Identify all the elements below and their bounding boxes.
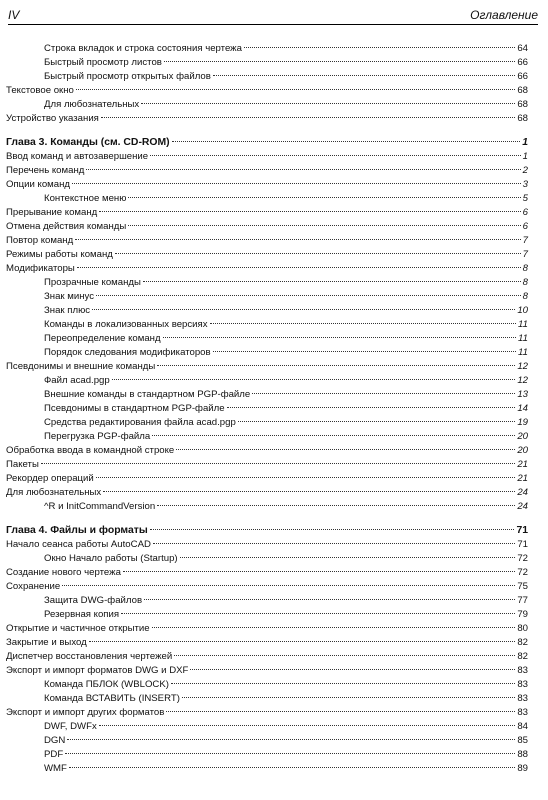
toc-entry-title: Порядок следования модификаторов — [44, 347, 211, 358]
toc-entry-page: 68 — [517, 99, 528, 110]
toc-entry — [6, 150, 528, 164]
dot-leader — [174, 655, 515, 656]
toc-entry-page: 11 — [518, 319, 528, 330]
toc-entry-title: WMF — [44, 763, 67, 774]
dot-leader — [163, 337, 516, 338]
toc-entry-title: Начало сеанса работы AutoCAD — [6, 539, 151, 550]
toc-entry — [6, 580, 528, 594]
toc-entry — [6, 374, 528, 388]
page-number-roman: IV — [8, 8, 20, 22]
dot-leader — [176, 449, 515, 450]
toc-entry-title: Глава 4. Файлы и форматы — [6, 525, 148, 536]
toc-entry-page: 7 — [522, 249, 528, 260]
toc-entry-page: 72 — [517, 567, 528, 578]
toc-entry-title: Закрытие и выход — [6, 637, 87, 648]
toc-entry — [6, 332, 528, 346]
toc-entry — [6, 472, 528, 486]
dot-leader — [69, 767, 515, 768]
toc-entry-page: 6 — [522, 207, 528, 218]
dot-leader — [152, 435, 515, 436]
toc-entry — [6, 692, 528, 706]
toc-entry-title: Команда ПБЛОК (WBLOCK) — [44, 679, 169, 690]
toc-entry-title: Обработка ввода в командной строке — [6, 445, 175, 456]
toc-entry-page: 79 — [517, 609, 528, 620]
dot-leader — [101, 117, 515, 118]
dot-leader — [96, 477, 516, 478]
toc-entry — [6, 206, 528, 220]
toc-entry — [6, 762, 528, 776]
dot-leader — [72, 183, 521, 184]
toc-entry — [6, 290, 528, 304]
toc-entry-title: Модификаторы — [6, 263, 75, 274]
toc-entry-page: 83 — [517, 707, 528, 718]
toc-entry — [6, 664, 528, 678]
toc-entry — [6, 262, 528, 276]
toc-entry — [6, 112, 528, 126]
toc-entry — [6, 164, 528, 178]
dot-leader — [164, 61, 515, 62]
toc-entry — [6, 594, 528, 608]
toc-entry — [6, 608, 528, 622]
toc-entry — [6, 304, 528, 318]
toc-entry-title: Переопределение команд — [44, 333, 161, 344]
toc-entry-page: 68 — [517, 85, 528, 96]
toc-entry — [6, 220, 528, 234]
toc-entry-title: Файл acad.pgp — [44, 375, 110, 386]
toc-entry-page: 82 — [517, 651, 528, 662]
toc-entry-title: Быстрый просмотр листов — [44, 57, 162, 68]
toc-entry-page: 8 — [522, 291, 528, 302]
toc-entry-page: 21 — [517, 473, 528, 484]
toc-entry-page: 84 — [517, 721, 528, 732]
toc-entry-title: Перечень команд — [6, 165, 85, 176]
toc-entry-page: 1 — [522, 137, 528, 148]
toc-entry-page: 80 — [517, 623, 528, 634]
toc-entry — [6, 346, 528, 360]
toc-entry-page: 71 — [516, 525, 528, 536]
toc-entry — [6, 650, 528, 664]
toc-entry — [6, 430, 528, 444]
toc-chapter-heading — [6, 136, 528, 150]
dot-leader — [99, 725, 516, 726]
toc-entry-title: Резервная копия — [44, 609, 120, 620]
toc-entry-title: Опции команд — [6, 179, 71, 190]
toc-entry-title: ^R и InitCommandVersion — [44, 501, 156, 512]
toc-entry — [6, 706, 528, 720]
toc-entry-page: 77 — [517, 595, 528, 606]
toc-entry — [6, 678, 528, 692]
dot-leader — [190, 669, 515, 670]
toc-entry-title: Для любознательных — [44, 99, 140, 110]
toc-entry — [6, 458, 528, 472]
toc-entry — [6, 748, 528, 762]
toc-entry-page: 5 — [522, 193, 528, 204]
toc-entry-title: DGN — [44, 735, 66, 746]
toc-entry-title: Псевдонимы в стандартном PGP-файле — [44, 403, 225, 414]
toc-entry-page: 12 — [517, 375, 528, 386]
table-of-contents — [6, 42, 528, 776]
dot-leader — [65, 753, 515, 754]
toc-entry-page: 85 — [517, 735, 528, 746]
toc-entry — [6, 84, 528, 98]
toc-entry — [6, 486, 528, 500]
toc-entry-page: 75 — [517, 581, 528, 592]
dot-leader — [157, 505, 515, 506]
toc-entry-page: 83 — [517, 693, 528, 704]
toc-entry-title: Прозрачные команды — [44, 277, 141, 288]
toc-entry — [6, 622, 528, 636]
dot-leader — [103, 491, 515, 492]
toc-entry — [6, 178, 528, 192]
toc-entry-title: Прерывание команд — [6, 207, 98, 218]
dot-leader — [182, 697, 515, 698]
dot-leader — [157, 365, 515, 366]
dot-leader — [77, 267, 521, 268]
toc-entry-page: 2 — [522, 165, 528, 176]
dot-leader — [166, 711, 515, 712]
toc-entry — [6, 402, 528, 416]
dot-leader — [210, 323, 517, 324]
toc-entry-title: Сохранение — [6, 581, 61, 592]
toc-entry-title: Команда ВСТАВИТЬ (INSERT) — [44, 693, 180, 704]
toc-entry-title: Создание нового чертежа — [6, 567, 121, 578]
toc-entry-page: 24 — [517, 501, 528, 512]
dot-leader — [115, 253, 521, 254]
dot-leader — [99, 211, 520, 212]
dot-leader — [252, 393, 515, 394]
toc-entry-title: Режимы работы команд — [6, 249, 113, 260]
toc-entry-title: Открытие и частичное открытие — [6, 623, 150, 634]
toc-entry-title: Диспетчер восстановления чертежей — [6, 651, 173, 662]
dot-leader — [41, 463, 515, 464]
dot-leader — [213, 351, 516, 352]
header-title: Оглавление — [470, 8, 538, 22]
toc-entry — [6, 318, 528, 332]
toc-entry — [6, 56, 528, 70]
dot-leader — [172, 141, 521, 142]
toc-entry — [6, 234, 528, 248]
toc-entry-page: 82 — [517, 637, 528, 648]
toc-entry — [6, 192, 528, 206]
toc-entry-page: 24 — [517, 487, 528, 498]
dot-leader — [86, 169, 520, 170]
toc-entry-title: Средства редактирования файла acad.pgp — [44, 417, 236, 428]
toc-entry-title: Для любознательных — [6, 487, 102, 498]
toc-entry-page: 66 — [517, 57, 528, 68]
dot-leader — [180, 557, 516, 558]
toc-entry-page: 12 — [517, 361, 528, 372]
toc-entry-title: PDF — [44, 749, 64, 760]
toc-entry-title: Текстовое окно — [6, 85, 74, 96]
toc-entry-title: Пакеты — [6, 459, 39, 470]
toc-entry-title: Повтор команд — [6, 235, 74, 246]
toc-entry — [6, 70, 528, 84]
dot-leader — [152, 627, 516, 628]
toc-entry — [6, 388, 528, 402]
toc-entry-title: Знак плюс — [44, 305, 91, 316]
dot-leader — [67, 739, 515, 740]
toc-entry-page: 6 — [522, 221, 528, 232]
dot-leader — [213, 75, 515, 76]
toc-entry-page: 11 — [518, 347, 528, 358]
toc-entry-title: Защита DWG-файлов — [44, 595, 143, 606]
toc-entry-page: 13 — [517, 389, 528, 400]
toc-entry-title: Знак минус — [44, 291, 95, 302]
toc-entry-page: 1 — [522, 151, 528, 162]
toc-entry-title: Внешние команды в стандартном PGP-файле — [44, 389, 251, 400]
toc-entry — [6, 720, 528, 734]
toc-entry — [6, 444, 528, 458]
toc-entry-title: Устройство указания — [6, 113, 99, 124]
dot-leader — [227, 407, 516, 408]
dot-leader — [123, 571, 515, 572]
dot-leader — [89, 641, 516, 642]
toc-entry — [6, 734, 528, 748]
toc-entry — [6, 552, 528, 566]
toc-entry-page: 10 — [517, 305, 528, 316]
toc-entry-page: 20 — [517, 431, 528, 442]
section-gap — [6, 514, 528, 524]
toc-entry-page: 8 — [522, 277, 528, 288]
toc-entry-title: Перегрузка PGP-файла — [44, 431, 151, 442]
dot-leader — [150, 155, 521, 156]
toc-entry-title: DWF, DWFx — [44, 721, 97, 732]
dot-leader — [150, 529, 515, 530]
toc-entry-title: Рекордер операций — [6, 473, 94, 484]
toc-entry-page: 11 — [518, 333, 528, 344]
toc-entry-page: 3 — [522, 179, 528, 190]
toc-entry-page: 83 — [517, 679, 528, 690]
toc-entry — [6, 416, 528, 430]
dot-leader — [128, 225, 520, 226]
dot-leader — [143, 281, 521, 282]
toc-entry — [6, 538, 528, 552]
toc-entry-page: 88 — [517, 749, 528, 760]
toc-entry-page: 72 — [517, 553, 528, 564]
toc-entry-title: Глава 3. Команды (см. CD-ROM) — [6, 137, 170, 148]
toc-entry — [6, 42, 528, 56]
dot-leader — [171, 683, 515, 684]
toc-entry-title: Окно Начало работы (Startup) — [44, 553, 178, 564]
toc-entry — [6, 248, 528, 262]
toc-entry-page: 71 — [517, 539, 528, 550]
toc-entry-page: 83 — [517, 665, 528, 676]
toc-entry-title: Строка вкладок и строка состояния чертежа — [44, 43, 242, 54]
toc-entry-title: Контекстное меню — [44, 193, 127, 204]
dot-leader — [144, 599, 515, 600]
dot-leader — [112, 379, 516, 380]
toc-entry-title: Псевдонимы и внешние команды — [6, 361, 156, 372]
dot-leader — [75, 239, 520, 240]
toc-entry-page: 21 — [517, 459, 528, 470]
toc-entry-page: 66 — [517, 71, 528, 82]
toc-entry-page: 7 — [522, 235, 528, 246]
toc-entry-title: Команды в локализованных версиях — [44, 319, 208, 330]
toc-chapter-heading — [6, 524, 528, 538]
dot-leader — [62, 585, 515, 586]
dot-leader — [96, 295, 521, 296]
dot-leader — [238, 421, 516, 422]
dot-leader — [92, 309, 515, 310]
toc-entry — [6, 566, 528, 580]
toc-entry-page: 89 — [517, 763, 528, 774]
toc-entry-page: 20 — [517, 445, 528, 456]
toc-entry-page: 19 — [517, 417, 528, 428]
toc-entry-title: Ввод команд и автозавершение — [6, 151, 149, 162]
section-gap — [6, 126, 528, 136]
toc-entry-title: Экспорт и импорт других форматов — [6, 707, 165, 718]
running-header — [8, 6, 538, 25]
toc-entry-page: 8 — [522, 263, 528, 274]
dot-leader — [141, 103, 515, 104]
toc-entry — [6, 500, 528, 514]
toc-entry — [6, 360, 528, 374]
dot-leader — [128, 197, 520, 198]
toc-entry-page: 64 — [517, 43, 528, 54]
dot-leader — [76, 89, 515, 90]
toc-entry — [6, 636, 528, 650]
toc-entry-page: 14 — [517, 403, 528, 414]
toc-entry-title: Экспорт и импорт форматов DWG и DXF — [6, 665, 189, 676]
dot-leader — [244, 47, 515, 48]
dot-leader — [121, 613, 515, 614]
toc-entry — [6, 98, 528, 112]
toc-entry-title: Быстрый просмотр открытых файлов — [44, 71, 211, 82]
dot-leader — [153, 543, 515, 544]
toc-entry — [6, 276, 528, 290]
toc-entry-title: Отмена действия команды — [6, 221, 127, 232]
toc-entry-page: 68 — [517, 113, 528, 124]
